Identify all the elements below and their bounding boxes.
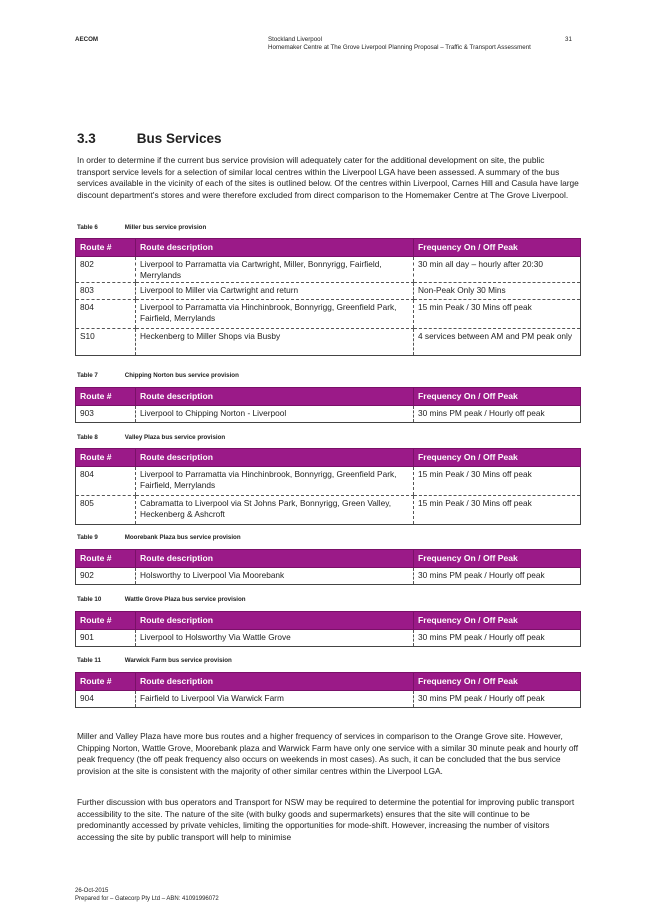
route-column-header: Route # [76,449,136,467]
route-column-header: Route # [76,612,136,630]
header-title-line1: Stockland Liverpool [268,36,323,43]
description-column-header: Route description [136,449,414,467]
table-row [76,300,581,329]
frequency-column-header: Frequency On / Off Peak [414,239,581,257]
section-title: Bus Services [136,131,222,146]
frequency-column-header: Frequency On / Off Peak [414,612,581,630]
route-cell: 901 [76,630,136,647]
table-header-row [76,550,581,568]
frequency-cell: 15 min Peak / 30 Mins off peak [414,467,581,496]
description-cell: Fairfield to Liverpool Via Warwick Farm [136,691,414,708]
table-caption-text: Warwick Farm bus service provision [124,657,232,664]
table-caption [77,657,232,664]
table-caption-text: Moorebank Plaza bus service provision [124,534,241,541]
table-caption [77,224,206,231]
table-caption-text: Chipping Norton bus service provision [124,372,239,379]
table-header-row [76,612,581,630]
bus-table-miller [75,238,581,356]
description-column-header: Route description [136,612,414,630]
table-header-row [76,673,581,691]
bus-table-warwick-farm [75,672,581,708]
header-company: AECOM [75,36,99,43]
frequency-cell: 30 min all day – hourly after 20:30 [414,257,581,283]
table-caption [77,534,241,541]
description-column-header: Route description [136,673,414,691]
closing-paragraph: Miller and Valley Plaza have more bus routes and a higher frequency of services in comparison to the Orange Grove site. However, Chipping Norton, Wattle Grove, Moorebank plaza and Warwick Farm have only one service with a similar 30 minute peak and hourly off peak frequency (the off peak frequency also occurs on weekends in most cases). As such, it can be concluded that the bus service provision at the site is consistent with the majority of other similar centres within the Liverpool LGA. [77,731,579,776]
bus-table-valley-plaza [75,448,581,525]
description-cell: Cabramatta to Liverpool via St Johns Park, Bonnyrigg, Green Valley, Heckenberg & Ashcroft [136,496,414,525]
table-row [76,568,581,585]
route-column-header: Route # [76,239,136,257]
frequency-cell: 30 mins PM peak / Hourly off peak [414,406,581,423]
page-number: 31 [565,36,572,43]
table-row [76,283,581,300]
description-cell: Liverpool to Parramatta via Cartwright, Miller, Bonnyrigg, Fairfield, Merrylands [136,257,414,283]
table-row [76,691,581,708]
frequency-cell: 15 min Peak / 30 Mins off peak [414,496,581,525]
frequency-cell: 30 mins PM peak / Hourly off peak [414,568,581,585]
table-row [76,329,581,356]
section-heading [77,131,222,146]
description-cell: Heckenberg to Miller Shops via Busby [136,329,414,356]
route-cell: 902 [76,568,136,585]
route-cell: 803 [76,283,136,300]
table-row [76,257,581,283]
header-title [268,36,568,52]
table-caption [77,434,225,441]
route-cell: 802 [76,257,136,283]
table-header-row [76,388,581,406]
description-cell: Holsworthy to Liverpool Via Moorebank [136,568,414,585]
frequency-cell: 30 mins PM peak / Hourly off peak [414,691,581,708]
table-row [76,496,581,525]
table-label: Table 8 [77,434,98,441]
description-cell: Liverpool to Parramatta via Hinchinbrook, Bonnyrigg, Greenfield Park, Fairfield, Merrylands [136,467,414,496]
table-caption-text: Wattle Grove Plaza bus service provision [124,596,246,603]
route-column-header: Route # [76,388,136,406]
footer [75,887,219,903]
bus-table-wattle-grove [75,611,581,647]
header-title-line2: Homemaker Centre at The Grove Liverpool Planning Proposal – Traffic & Transport Assessment [268,44,531,51]
bus-table-chipping-norton [75,387,581,423]
description-cell: Liverpool to Chipping Norton - Liverpool [136,406,414,423]
table-caption-text: Valley Plaza bus service provision [124,434,226,441]
table-row [76,406,581,423]
table-caption [77,372,239,379]
description-column-header: Route description [136,550,414,568]
frequency-cell: Non-Peak Only 30 Mins [414,283,581,300]
route-cell: 804 [76,467,136,496]
route-cell: 805 [76,496,136,525]
route-cell: S10 [76,329,136,356]
table-header-row [76,239,581,257]
table-row [76,467,581,496]
section-number: 3.3 [77,131,96,146]
footer-date: 26-Oct-2015 [75,888,109,894]
further-discussion-paragraph: Further discussion with bus operators and Transport for NSW may be required to determine the potential for improving public transport accessibility to the site. The nature of the site (with bulky goods and supermarkets) ensures that the site will continue to be predominantly accessed by private vehicles, limiting the opportunities for mode-shift. However, increasing the number of visitors accessing the site by public transport will help to minimise [77,797,575,842]
frequency-column-header: Frequency On / Off Peak [414,449,581,467]
table-label: Table 7 [77,372,98,379]
route-column-header: Route # [76,550,136,568]
route-cell: 804 [76,300,136,329]
footer-prepared-for: Prepared for – Gatecorp Pty Ltd – ABN: 41091996072 [75,896,219,902]
table-row [76,630,581,647]
frequency-column-header: Frequency On / Off Peak [414,673,581,691]
table-label: Table 6 [77,224,98,231]
bus-table-moorebank-plaza [75,549,581,585]
table-label: Table 11 [77,657,101,664]
intro-paragraph: In order to determine if the current bus service provision will adequately cater for the additional development on site, the public transport service levels for a selection of similar local centres within the Liverpool LGA have been assessed. A summary of the bus services available in the vicinity of each of the sites is outlined below. Of the centres within Liverpool, Carnes Hill and Casula have large discount department's stores and were therefore excluded from direct comparison to the Homemaker Centre at The Grove Liverpool. [77,155,579,200]
route-cell: 903 [76,406,136,423]
description-cell: Liverpool to Parramatta via Hinchinbrook, Bonnyrigg, Greenfield Park, Fairfield, Merrylands [136,300,414,329]
table-label: Table 10 [77,596,102,603]
description-cell: Liverpool to Miller via Cartwright and return [136,283,414,300]
route-cell: 904 [76,691,136,708]
frequency-column-header: Frequency On / Off Peak [414,388,581,406]
frequency-cell: 4 services between AM and PM peak only [414,329,581,356]
description-column-header: Route description [136,388,414,406]
table-label: Table 9 [77,534,98,541]
table-caption-text: Miller bus service provision [124,224,207,231]
table-header-row [76,449,581,467]
route-column-header: Route # [76,673,136,691]
description-cell: Liverpool to Holsworthy Via Wattle Grove [136,630,414,647]
description-column-header: Route description [136,239,414,257]
table-caption [77,596,246,603]
frequency-cell: 30 mins PM peak / Hourly off peak [414,630,581,647]
frequency-cell: 15 min Peak / 30 Mins off peak [414,300,581,329]
frequency-column-header: Frequency On / Off Peak [414,550,581,568]
